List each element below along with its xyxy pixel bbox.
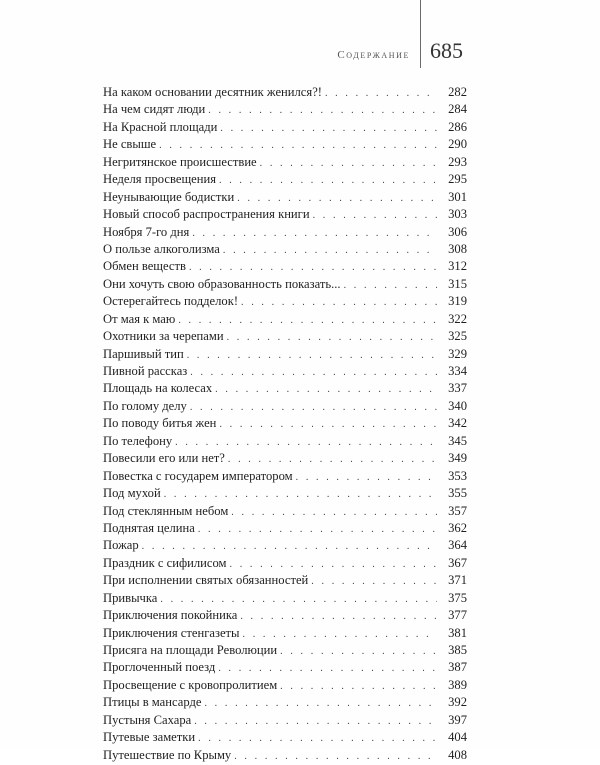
toc-entry-title: Обмен веществ <box>103 259 186 274</box>
toc-entry-title: Охотники за черепами <box>103 329 224 344</box>
toc-entry-title: Пожар <box>103 538 139 553</box>
toc-entry-title: Пустыня Сахара <box>103 712 192 727</box>
toc-entry-title: Птицы в мансарде <box>103 695 202 710</box>
dot-leader <box>344 277 437 294</box>
toc-entry-title: Повестка с государем императором <box>103 468 293 483</box>
toc-entry-title: Ноября 7-го дня <box>103 224 190 239</box>
dot-leader <box>231 504 437 521</box>
toc-entry-page: 404 <box>448 730 467 745</box>
toc-entry-page: 306 <box>448 224 467 239</box>
toc-entry-title: Они хочуть свою образованность показать... <box>103 276 341 291</box>
toc-entry-page: 290 <box>448 137 467 152</box>
toc-entry-title: Под стеклянным небом <box>103 503 229 518</box>
toc-entry <box>103 398 467 415</box>
toc-entry <box>103 729 467 746</box>
toc-entry-page: 337 <box>448 381 467 396</box>
toc-entry-title: Остерегайтесь подделок! <box>103 294 239 309</box>
toc-entry <box>103 346 467 363</box>
toc-entry-title: Поднятая целина <box>103 520 195 535</box>
toc-entry-title: Приключения покойника <box>103 608 238 623</box>
toc-entry-title: От мая к маю <box>103 311 176 326</box>
toc-entry <box>103 171 467 188</box>
dot-leader <box>280 643 437 660</box>
toc-entry-page: 301 <box>448 189 467 204</box>
toc-entry-page: 389 <box>448 677 467 692</box>
toc-entry-title: На Красной площади <box>103 119 218 134</box>
toc-entry-page: 349 <box>448 451 467 466</box>
toc-entry-page: 319 <box>448 294 467 309</box>
toc-entry-page: 367 <box>448 555 467 570</box>
toc-entry-title: Проглоченный поезд <box>103 660 216 675</box>
dot-leader <box>142 538 437 555</box>
toc-entry <box>103 747 467 764</box>
toc-entry <box>103 241 467 258</box>
dot-leader <box>230 556 438 573</box>
dot-leader <box>243 626 437 643</box>
toc-entry <box>103 415 467 432</box>
dot-leader <box>325 85 437 102</box>
toc-entry <box>103 206 467 223</box>
toc-entry-page: 385 <box>448 643 467 657</box>
toc-entry-title: По голому делу <box>103 398 187 413</box>
toc-entry-title: По телефону <box>103 433 173 448</box>
dot-leader <box>192 225 437 242</box>
toc-entry-title: Просвещение с кровопролитием <box>103 677 278 692</box>
toc-entry-page: 340 <box>448 398 467 413</box>
dot-leader <box>187 347 437 364</box>
toc-entry <box>103 84 467 101</box>
toc-entry-title: Новый способ распространения книги <box>103 207 310 222</box>
dot-leader <box>237 190 437 207</box>
toc-entry <box>103 311 467 328</box>
toc-entry <box>103 136 467 153</box>
toc-entry-page: 345 <box>448 433 467 448</box>
dot-leader <box>241 294 437 311</box>
toc-entry-page: 377 <box>448 608 467 623</box>
toc-entry-title: Привычка <box>103 590 158 605</box>
dot-leader <box>234 748 437 765</box>
toc-entry-title: При исполнении святых обязанностей <box>103 573 309 588</box>
toc-entry-page: 397 <box>448 712 467 727</box>
dot-leader <box>204 695 437 712</box>
dot-leader <box>175 434 437 451</box>
toc-entry-page: 329 <box>448 346 467 361</box>
dot-leader <box>198 521 437 538</box>
toc-entry-title: Приключения стенгазеты <box>103 625 240 640</box>
toc-entry <box>103 520 467 537</box>
toc-entry <box>103 293 467 310</box>
toc-entry-page: 371 <box>448 573 467 588</box>
dot-leader <box>223 242 437 259</box>
table-of-contents <box>103 84 467 764</box>
toc-entry-title: По поводу битья жен <box>103 416 217 431</box>
toc-entry <box>103 450 467 467</box>
dot-leader <box>189 259 437 276</box>
dot-leader <box>160 591 437 608</box>
toc-entry <box>103 625 467 642</box>
toc-entry-page: 342 <box>448 416 467 431</box>
toc-entry-title: Повесили его или нет? <box>103 451 225 466</box>
toc-entry <box>103 694 467 711</box>
toc-entry <box>103 258 467 275</box>
toc-entry-page: 308 <box>448 241 467 256</box>
toc-entry-page: 353 <box>448 468 467 483</box>
toc-entry <box>103 154 467 171</box>
toc-entry-page: 357 <box>448 503 467 518</box>
toc-entry-title: На чем сидят люди <box>103 102 206 117</box>
toc-entry-page: 392 <box>448 695 467 710</box>
toc-entry <box>103 590 467 607</box>
dot-leader <box>311 573 437 590</box>
toc-entry-title: Присяга на площади Революции <box>103 643 278 657</box>
toc-entry-page: 355 <box>448 486 467 501</box>
toc-entry <box>103 119 467 136</box>
toc-entry-title: Паршивый тип <box>103 346 184 361</box>
toc-entry <box>103 659 467 676</box>
page-number: 685 <box>430 38 463 63</box>
toc-entry-title: Не свыше <box>103 137 157 152</box>
toc-entry-page: 286 <box>448 119 467 134</box>
dot-leader <box>190 364 437 381</box>
dot-leader <box>227 329 437 346</box>
toc-entry <box>103 642 467 659</box>
dot-leader <box>240 608 437 625</box>
dot-leader <box>220 120 437 137</box>
toc-entry <box>103 380 467 397</box>
toc-entry-title: Негритянское происшествие <box>103 154 257 169</box>
dot-leader <box>190 399 437 416</box>
toc-entry-title: Пивной рассказ <box>103 364 188 378</box>
toc-entry <box>103 712 467 729</box>
toc-entry <box>103 503 467 520</box>
toc-entry-title: Неунывающие бодистки <box>103 189 235 204</box>
toc-entry <box>103 276 467 293</box>
dot-leader <box>215 381 437 398</box>
dot-leader <box>208 102 437 119</box>
toc-entry-title: О пользе алкоголизма <box>103 241 220 256</box>
toc-entry <box>103 485 467 502</box>
toc-entry-page: 375 <box>448 590 467 605</box>
toc-entry-title: Площадь на колесах <box>103 381 213 396</box>
dot-leader <box>194 713 437 730</box>
toc-entry <box>103 101 467 118</box>
toc-entry <box>103 328 467 345</box>
toc-entry <box>103 189 467 206</box>
toc-entry-title: Праздник с сифилисом <box>103 555 227 570</box>
toc-entry <box>103 433 467 450</box>
dot-leader <box>198 730 437 747</box>
toc-entry-page: 295 <box>448 172 467 187</box>
toc-entry-page: 408 <box>448 747 467 762</box>
dot-leader <box>313 207 437 224</box>
toc-entry <box>103 537 467 554</box>
toc-entry-page: 322 <box>448 311 467 326</box>
toc-entry-title: На каком основании десятник женился?! <box>103 85 322 99</box>
dot-leader <box>164 486 437 503</box>
dot-leader <box>228 451 437 468</box>
toc-entry-page: 364 <box>448 538 467 553</box>
toc-entry <box>103 677 467 694</box>
toc-entry <box>103 572 467 589</box>
toc-entry <box>103 607 467 624</box>
toc-entry <box>103 224 467 241</box>
dot-leader <box>219 416 437 433</box>
toc-entry-page: 334 <box>448 364 467 378</box>
dot-leader <box>296 469 437 486</box>
toc-entry-title: Под мухой <box>103 486 161 501</box>
toc-entry-page: 303 <box>448 207 467 222</box>
toc-entry-title: Путевые заметки <box>103 730 196 745</box>
dot-leader <box>159 137 437 154</box>
dot-leader <box>219 172 437 189</box>
toc-entry-page: 293 <box>448 154 467 169</box>
toc-entry <box>103 468 467 485</box>
toc-entry-page: 282 <box>448 85 467 99</box>
toc-entry-page: 284 <box>448 102 467 117</box>
dot-leader <box>218 660 437 677</box>
toc-entry <box>103 555 467 572</box>
dot-leader <box>178 312 437 329</box>
toc-entry-title: Путешествие по Крыму <box>103 747 232 762</box>
toc-entry-page: 315 <box>448 276 467 291</box>
toc-entry-page: 387 <box>448 660 467 675</box>
toc-entry-page: 362 <box>448 520 467 535</box>
header-divider <box>420 0 421 68</box>
toc-entry <box>103 363 467 380</box>
toc-entry-page: 325 <box>448 329 467 344</box>
toc-entry-title: Неделя просвещения <box>103 172 216 187</box>
running-head: Содержание <box>337 49 410 61</box>
toc-entry-page: 312 <box>448 259 467 274</box>
dot-leader <box>260 155 437 172</box>
toc-entry-page: 381 <box>448 625 467 640</box>
dot-leader <box>280 678 437 695</box>
